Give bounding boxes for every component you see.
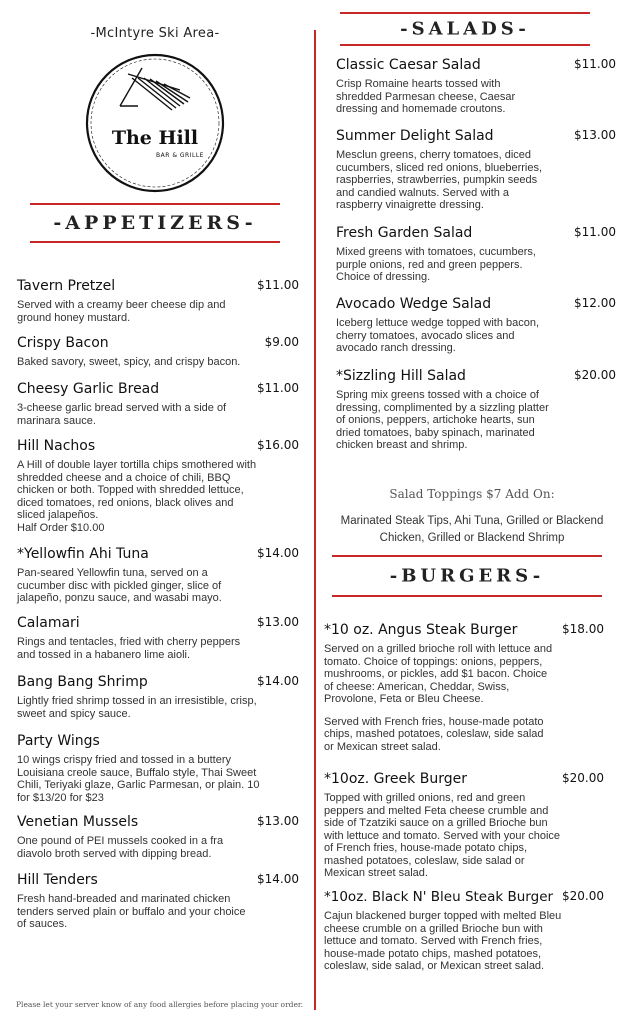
item-name: *Sizzling Hill Salad: [336, 368, 466, 384]
item-price: $13.00: [257, 615, 299, 629]
item-price: $11.00: [574, 225, 616, 239]
column-divider: [314, 30, 316, 1010]
item-description: Fresh hand-breaded and marinated chicken tenders served plain or buffalo and your choice of sauces.: [17, 893, 246, 930]
item-name: Party Wings: [17, 733, 100, 749]
item-price: $13.00: [257, 814, 299, 828]
salads-heading: [340, 12, 590, 46]
the-hill-logo: [80, 48, 230, 198]
item-description: Baked savory, sweet, spicy, and crispy bacon.: [17, 356, 241, 368]
item-name: *10 oz. Angus Steak Burger: [324, 622, 518, 638]
menu-item: [17, 615, 299, 661]
salad-toppings: [322, 487, 622, 547]
menu-item: [17, 335, 299, 369]
item-description: Crisp Romaine hearts tossed with shredded Parmesan cheese, Caesar dressing and homemade croutons.: [336, 78, 516, 115]
item-description: Mixed greens with tomatoes, cucumbers, purple onions, red and green peppers. Choice of dressing.: [336, 246, 536, 283]
item-price: $14.00: [257, 872, 299, 886]
item-description: Mesclun greens, cherry tomatoes, diced cucumbers, sliced red onions, blueberries, raspberries, strawberries, pumpkin seeds and candied walnuts. Served with a raspberry vinaigrette dressing.: [336, 149, 543, 211]
toppings-title: Salad Toppings $7 Add On:: [389, 487, 555, 501]
item-name: Venetian Mussels: [17, 814, 139, 830]
sides-note: Served with French fries, house-made potato chips, mashed potatoes, coleslaw, side salad or Mexican street salad.: [324, 715, 544, 753]
item-description: Topped with grilled onions, red and green peppers and melted Feta cheese crumble and side of Tzatziki sauce on a grilled Brioche bun with lettuce and tomato. Served with your choice of French fries, house-made potato chips, mashed potatoes, coleslaw, side salad or Mexican street salad.: [324, 792, 561, 879]
item-description: Cajun blackened burger topped with melted Bleu cheese crumble on a grilled Brioche bun with lettuce and tomato. Served with French fries, house-made potato chips, mashed potatoes, coleslaw, side salad, or Mexican street salad.: [324, 910, 562, 972]
logo-tagline: BAR & GRILLE: [156, 152, 204, 159]
item-description: Rings and tentacles, fried with cherry peppers and tossed in a habanero lime aioli.: [17, 636, 241, 661]
item-price: $14.00: [257, 674, 299, 688]
item-description: Spring mix greens tossed with a choice of dressing, complimented by a sizzling platter of onions, peppers, artichoke hearts, sun dried tomatoes, baby spinach, marinated chicken breast and shrimp.: [336, 389, 549, 451]
item-name: *10oz. Black N' Bleu Steak Burger: [324, 889, 554, 905]
item-name: Cheesy Garlic Bread: [17, 381, 160, 397]
heading-rule-top: [30, 203, 280, 205]
heading-rule-bottom: [332, 595, 602, 597]
item-description: 3-cheese garlic bread served with a side of marinara sauce.: [17, 402, 227, 427]
item-name: Avocado Wedge Salad: [336, 296, 492, 312]
appetizers-title: -APPETIZERS-: [53, 212, 257, 234]
heading-rule-top: [332, 555, 602, 557]
menu-item: [336, 57, 616, 116]
item-name: Summer Delight Salad: [336, 128, 494, 144]
menu-item: [324, 771, 604, 880]
item-price: $14.00: [257, 546, 299, 560]
item-name: Classic Caesar Salad: [336, 57, 481, 73]
item-description: A Hill of double layer tortilla chips smothered with shredded cheese and a choice of chili, BBQ chicken or both. Topped with shredded lettuce, diced tomatoes, red onions, black olives and sliced jalapeños.: [17, 459, 257, 521]
item-name: *Yellowfin Ahi Tuna: [17, 546, 149, 562]
menu-item: [17, 546, 299, 605]
salads-title: -SALADS-: [400, 18, 530, 40]
item-price: $20.00: [562, 771, 604, 785]
menu-item: [17, 674, 299, 720]
item-description: Pan-seared Yellowfin tuna, served on a cucumber disc with pickled ginger, slice of jalapeño, ponzu sauce, and wasabi mayo.: [17, 567, 222, 604]
menu-item: [324, 889, 604, 973]
heading-rule-bottom: [30, 241, 280, 243]
burgers-heading: [332, 555, 602, 597]
venue-name: -McIntyre Ski Area-: [90, 26, 220, 41]
half-order-note: Half Order $10.00: [17, 521, 105, 534]
menu-item: [17, 733, 299, 804]
item-description: Served with a creamy beer cheese dip and ground honey mustard.: [17, 299, 226, 324]
item-price: $9.00: [264, 335, 299, 349]
item-price: $11.00: [257, 381, 299, 395]
item-description: One pound of PEI mussels cooked in a fra diavolo broth served with dipping bread.: [17, 835, 224, 860]
burgers-title: -BURGERS-: [389, 565, 545, 587]
menu-item: [17, 381, 299, 427]
item-price: $12.00: [574, 296, 616, 310]
item-price: $20.00: [574, 368, 616, 382]
menu-item: [336, 128, 616, 212]
menu-item: [17, 872, 299, 931]
menu-item: [17, 814, 299, 860]
heading-rule-top: [340, 12, 590, 14]
item-name: *10oz. Greek Burger: [324, 771, 467, 787]
item-description: Served on a grilled brioche roll with lettuce and tomato. Choice of toppings: onions, peppers, mushrooms, or pickles, add $1 bacon. Choice of cheese: American, Cheddar, Swiss, Provolone, Feta or Bleu Cheese. Served with French fries, house-made potato chips, mashed potatoes, coleslaw, side salad or Mexican street salad.: [324, 643, 556, 753]
item-name: Bang Bang Shrimp: [17, 674, 148, 690]
item-description: Lightly fried shrimp tossed in an irresistible, crisp, sweet and spicy sauce.: [17, 695, 257, 720]
item-name: Tavern Pretzel: [17, 278, 116, 294]
menu-item: [17, 278, 299, 324]
appetizers-heading: [30, 203, 280, 243]
logo-name: The Hill: [111, 127, 199, 149]
item-name: Hill Nachos: [17, 438, 96, 454]
item-price: $20.00: [562, 889, 604, 903]
item-name: Hill Tenders: [17, 872, 98, 888]
right-column: [322, 0, 622, 1024]
left-column: [0, 0, 310, 1024]
menu-item: [336, 368, 616, 452]
item-name: Calamari: [17, 615, 80, 631]
toppings-list: Marinated Steak Tips, Ahi Tuna, Grilled or Blackend Chicken, Grilled or Blackend Shrimp: [340, 515, 604, 544]
item-description: Iceberg lettuce wedge topped with bacon, cherry tomatoes, avocado slices and avocado ranch dressing.: [336, 317, 540, 354]
item-price: $11.00: [257, 278, 299, 292]
allergy-note: Please let your server know of any food allergies before placing your order.: [16, 1000, 304, 1009]
menu-item: [336, 296, 616, 355]
menu-item: [336, 225, 616, 284]
item-description: 10 wings crispy fried and tossed in a buttery Louisiana creole sauce, Buffalo style, Thai Sweet Chili, Teriyaki glaze, Garlic Parmesan, or plain. 10 for $13/20 for $23: [17, 754, 260, 804]
item-price: $11.00: [574, 57, 616, 71]
menu-item: [324, 622, 604, 753]
item-name: Fresh Garden Salad: [336, 225, 473, 241]
item-price: $16.00: [257, 438, 299, 452]
item-name: Crispy Bacon: [17, 335, 109, 351]
item-price: $13.00: [574, 128, 616, 142]
heading-rule-bottom: [340, 44, 590, 46]
item-price: $18.00: [562, 622, 604, 636]
menu-item: [17, 438, 299, 534]
